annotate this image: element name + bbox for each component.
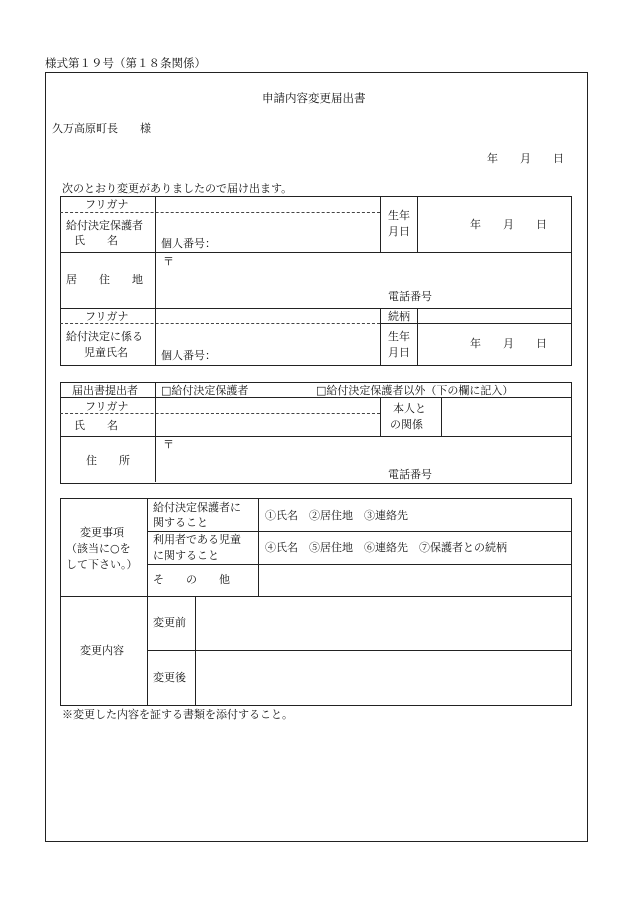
category-child-line-1: 利用者である児童 bbox=[153, 533, 241, 546]
submitter-name-label: 氏 名 bbox=[74, 419, 118, 432]
submission-date: 年 月 日 bbox=[487, 152, 564, 165]
child-name-label-2: 児童氏名 bbox=[84, 346, 128, 359]
change-items-label-1: 変更事項 bbox=[80, 526, 124, 539]
child-relation-label: 続柄 bbox=[388, 310, 410, 323]
intro-text: 次のとおり変更がありましたので届け出ます。 bbox=[62, 182, 293, 195]
before-label: 変更前 bbox=[153, 616, 186, 629]
category-guardian-line-2: 関すること bbox=[153, 516, 208, 529]
submitter-furigana-label: フリガナ bbox=[85, 400, 129, 413]
submitter-relation-label-2: の関係 bbox=[390, 418, 423, 431]
child-birth-label-1: 生年 bbox=[388, 330, 410, 343]
category-other-label: そ の 他 bbox=[153, 573, 230, 586]
child-name-label-1: 給付決定に係る bbox=[66, 330, 143, 343]
category-guardian-options[interactable]: ①氏名 ②居住地 ③連絡先 bbox=[265, 509, 408, 522]
category-guardian-line-1: 給付決定保護者に bbox=[153, 501, 241, 514]
child-birth-value[interactable]: 年 月 日 bbox=[470, 337, 547, 350]
submitter-postal-mark: 〒 bbox=[163, 438, 174, 451]
submitter-address-label: 住 所 bbox=[86, 454, 130, 467]
guardian-birth-value[interactable]: 年 月 日 bbox=[470, 218, 547, 231]
change-items-label-3: して下さい。） bbox=[66, 558, 138, 571]
submitter-option-guardian[interactable]: □給付決定保護者 bbox=[161, 384, 249, 397]
guardian-name-field[interactable] bbox=[160, 213, 375, 237]
submitter-option-other[interactable]: □給付決定保護者以外（下の欄に記入） bbox=[316, 384, 514, 397]
other-change-field[interactable] bbox=[262, 567, 567, 593]
category-child-line-2: に関すること bbox=[153, 549, 219, 562]
submitter-phone-label: 電話番号 bbox=[388, 468, 432, 481]
guardian-birth-label-2: 月日 bbox=[388, 225, 410, 238]
child-birth-label-2: 月日 bbox=[388, 346, 410, 359]
submitter-relation-label-1: 本人と bbox=[393, 402, 426, 415]
form-title: 申請内容変更届出書 bbox=[262, 91, 366, 105]
guardian-furigana-label: フリガナ bbox=[85, 198, 129, 211]
child-id-label: 個人番号： bbox=[161, 349, 216, 362]
guardian-id-label: 個人番号： bbox=[161, 237, 216, 250]
form-number: 様式第１９号（第１８条関係） bbox=[45, 56, 206, 70]
category-child-options[interactable]: ④氏名 ⑤居住地 ⑥連絡先 ⑦保護者との続柄 bbox=[265, 541, 507, 554]
footnote: ※変更した内容を証する書類を添付すること。 bbox=[62, 708, 293, 721]
child-furigana-label: フリガナ bbox=[85, 310, 129, 323]
guardian-birth-label-1: 生年 bbox=[388, 209, 410, 222]
change-content-label: 変更内容 bbox=[80, 644, 124, 657]
guardian-address-label: 居 住 地 bbox=[66, 273, 143, 286]
addressee: 久万高原町長 様 bbox=[52, 122, 151, 135]
after-label: 変更後 bbox=[153, 671, 186, 684]
guardian-name-label-1: 給付決定保護者 bbox=[66, 219, 143, 232]
before-field[interactable] bbox=[199, 600, 567, 646]
guardian-phone-label: 電話番号 bbox=[388, 290, 432, 303]
submitter-label: 届出書提出者 bbox=[72, 384, 138, 397]
change-items-label-2: （該当に○を bbox=[66, 542, 131, 555]
postal-mark: 〒 bbox=[163, 255, 174, 268]
after-field[interactable] bbox=[199, 654, 567, 700]
guardian-name-label-2: 氏 名 bbox=[74, 234, 118, 247]
